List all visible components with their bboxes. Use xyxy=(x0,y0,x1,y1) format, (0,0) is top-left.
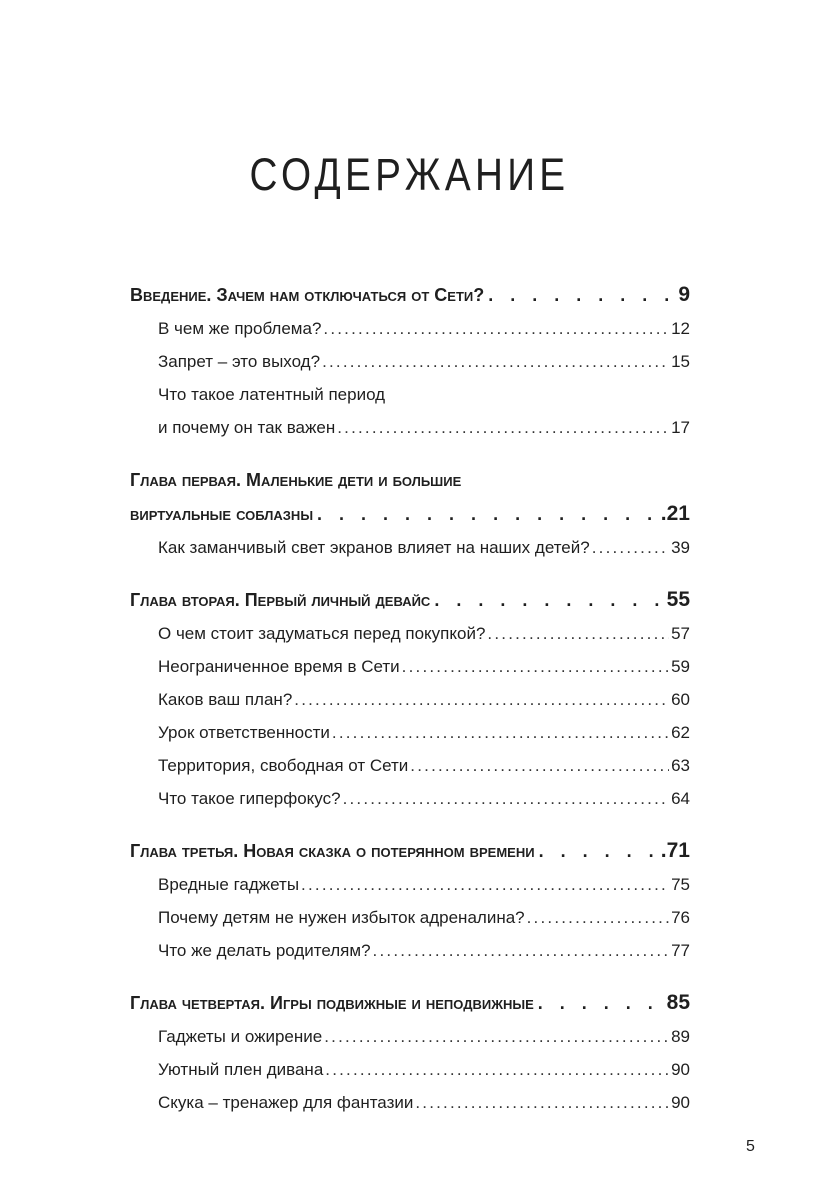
entry-title: Скука – тренажер для фантазии xyxy=(158,1093,414,1112)
entry-page-number: 62 xyxy=(671,723,690,742)
dot-leader xyxy=(337,411,669,444)
entry-title: О чем стоит задуматься перед покупкой? xyxy=(158,624,486,643)
dot-leader xyxy=(527,901,669,934)
chapter-page-number: 85 xyxy=(666,991,690,1014)
dot-leader xyxy=(410,749,669,782)
entry-page-number: 60 xyxy=(671,690,690,709)
section-list xyxy=(130,617,690,815)
toc-entry[interactable] xyxy=(158,934,690,967)
toc-entry[interactable] xyxy=(158,749,690,782)
dot-leader xyxy=(323,312,669,345)
dot-leader xyxy=(538,986,663,1020)
entry-title: Как заманчивый свет экранов влияет на наших детей? xyxy=(158,538,590,557)
dot-leader xyxy=(317,497,657,531)
entry-page-number: 59 xyxy=(671,657,690,676)
chapter-heading[interactable] xyxy=(130,583,690,617)
entry-page-number: 64 xyxy=(671,789,690,808)
dot-leader xyxy=(322,345,669,378)
entry-page-number: 77 xyxy=(671,941,690,960)
dot-leader xyxy=(488,278,674,312)
entry-title: Что же делать родителям? xyxy=(158,941,371,960)
entry-title: В чем же проблема? xyxy=(158,319,322,338)
toc-entry[interactable] xyxy=(158,1020,690,1053)
page-title: СОДЕРЖАНИЕ xyxy=(249,149,570,200)
chapter-page-number: .21 xyxy=(660,502,690,525)
section-list xyxy=(130,531,690,564)
toc-chapter-2 xyxy=(130,583,690,815)
section-list xyxy=(130,1020,690,1119)
page-number: 5 xyxy=(746,1138,755,1155)
entry-page-number: 76 xyxy=(671,908,690,927)
chapter-heading[interactable] xyxy=(130,278,690,312)
toc-entry[interactable] xyxy=(158,1086,690,1119)
entry-title: и почему он так важен xyxy=(158,418,336,437)
toc-entry[interactable] xyxy=(158,617,690,650)
toc-entry[interactable] xyxy=(158,901,690,934)
chapter-title: Глава вторая. Первый личный девайс xyxy=(130,590,431,610)
chapter-title: виртуальные соблазны xyxy=(130,504,314,524)
chapter-page-number: 55 xyxy=(666,588,690,611)
table-of-contents xyxy=(130,278,690,1119)
toc-entry[interactable] xyxy=(158,868,690,901)
dot-leader xyxy=(325,1053,669,1086)
toc-entry[interactable] xyxy=(158,716,690,749)
chapter-page-number: .71 xyxy=(660,839,690,862)
entry-page-number: 39 xyxy=(671,538,690,557)
chapter-title-line1: Глава первая. Маленькие дети и большие xyxy=(130,470,462,490)
entry-title: Неограниченное время в Сети xyxy=(158,657,400,676)
entry-title: Вредные гаджеты xyxy=(158,875,300,894)
toc-chapter-introduction xyxy=(130,278,690,444)
entry-page-number: 12 xyxy=(671,319,690,338)
entry-title: Что такое гиперфокус? xyxy=(158,789,341,808)
chapter-title: Глава третья. Новая сказка о потерянном времени xyxy=(130,841,535,861)
chapter-heading[interactable] xyxy=(130,463,690,531)
section-list xyxy=(130,868,690,967)
toc-entry[interactable] xyxy=(158,345,690,378)
dot-leader xyxy=(294,683,669,716)
entry-page-number: 90 xyxy=(671,1060,690,1079)
entry-page-number: 90 xyxy=(671,1093,690,1112)
chapter-title: Введение. Зачем нам отключаться от Сети? xyxy=(130,285,485,305)
dot-leader xyxy=(402,650,669,683)
toc-chapter-3 xyxy=(130,834,690,967)
dot-leader xyxy=(539,834,657,868)
dot-leader xyxy=(301,868,669,901)
toc-chapter-1 xyxy=(130,463,690,564)
toc-entry[interactable] xyxy=(158,650,690,683)
chapter-title: Глава четвертая. Игры подвижные и неподвижные xyxy=(130,993,534,1013)
toc-entry[interactable] xyxy=(158,378,690,444)
entry-title-line1: Что такое латентный период xyxy=(158,385,386,404)
dot-leader xyxy=(592,531,669,564)
dot-leader xyxy=(332,716,669,749)
section-list xyxy=(130,312,690,444)
entry-title: Урок ответственности xyxy=(158,723,330,742)
dot-leader xyxy=(434,583,662,617)
toc-entry[interactable] xyxy=(158,683,690,716)
entry-title: Уютный плен дивана xyxy=(158,1060,324,1079)
entry-page-number: 15 xyxy=(671,352,690,371)
dot-leader xyxy=(324,1020,669,1053)
dot-leader xyxy=(373,934,670,967)
chapter-page-number: 9 xyxy=(678,283,690,306)
entry-title: Запрет – это выход? xyxy=(158,352,321,371)
entry-title: Каков ваш план? xyxy=(158,690,293,709)
toc-entry[interactable] xyxy=(158,531,690,564)
entry-page-number: 89 xyxy=(671,1027,690,1046)
entry-page-number: 63 xyxy=(671,756,690,775)
toc-chapter-4 xyxy=(130,986,690,1119)
entry-title: Территория, свободная от Сети xyxy=(158,756,409,775)
toc-entry[interactable] xyxy=(158,312,690,345)
chapter-heading[interactable] xyxy=(130,834,690,868)
entry-page-number: 17 xyxy=(671,418,690,437)
entry-page-number: 57 xyxy=(671,624,690,643)
dot-leader xyxy=(343,782,670,815)
entry-title: Почему детям не нужен избыток адреналина? xyxy=(158,908,525,927)
entry-page-number: 75 xyxy=(671,875,690,894)
toc-entry[interactable] xyxy=(158,782,690,815)
toc-entry[interactable] xyxy=(158,1053,690,1086)
dot-leader xyxy=(487,617,669,650)
entry-title: Гаджеты и ожирение xyxy=(158,1027,323,1046)
dot-leader xyxy=(415,1086,669,1119)
chapter-heading[interactable] xyxy=(130,986,690,1020)
